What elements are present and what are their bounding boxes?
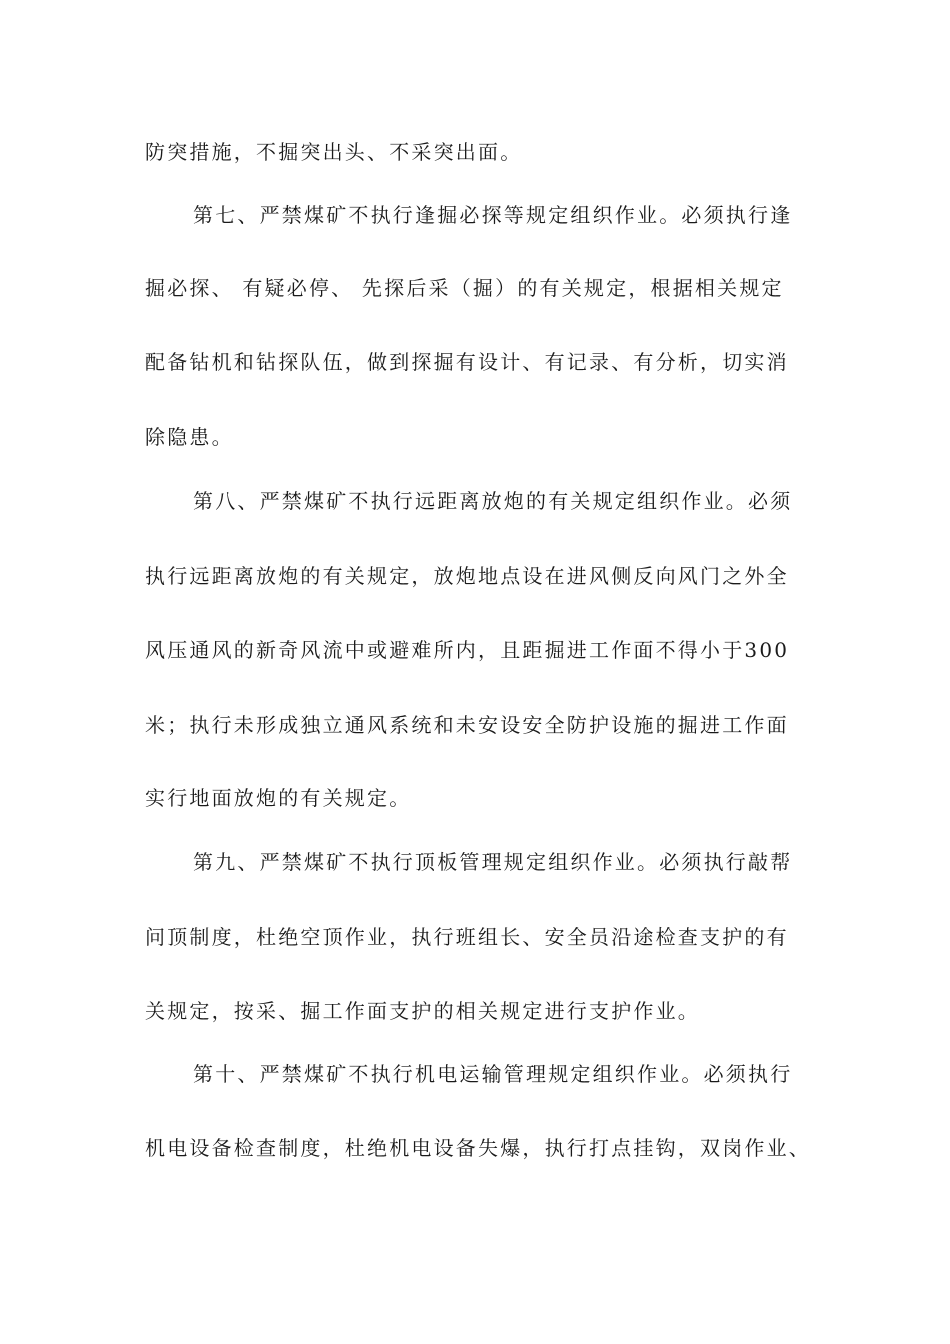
paragraph-line: 机电设备检查制度，杜绝机电设备失爆，执行打点挂钩，双岗作业、: [145, 1136, 811, 1160]
paragraph-line: 第八、严禁煤矿不执行远距离放炮的有关规定组织作业。必须: [193, 489, 793, 513]
paragraph-line: 问顶制度，杜绝空顶作业，执行班组长、安全员沿途检查支护的有: [145, 925, 789, 949]
paragraph-line: 第九、严禁煤矿不执行顶板管理规定组织作业。必须执行敲帮: [193, 850, 793, 874]
paragraph-line: 米；执行未形成独立通风系统和未安设安全防护设施的掘进工作面: [145, 713, 789, 737]
paragraph-line: 实行地面放炮的有关规定。: [145, 786, 412, 810]
paragraph-line: 第七、严禁煤矿不执行逢掘必探等规定组织作业。必须执行逢: [193, 203, 793, 227]
paragraph-line: 第十、严禁煤矿不执行机电运输管理规定组织作业。必须执行: [193, 1062, 793, 1086]
paragraph-line: 关规定，按采、掘工作面支护的相关规定进行支护作业。: [145, 999, 700, 1023]
paragraph-line: 除隐患。: [145, 425, 234, 449]
paragraph-line: 防突措施，不掘突出头、不采突出面。: [145, 140, 523, 164]
paragraph-line: 风压通风的新奇风流中或避难所内，且距掘进工作面不得小于300: [145, 638, 790, 662]
paragraph-line: 掘必探、 有疑必停、 先探后采（掘）的有关规定，根据相关规定: [145, 276, 784, 300]
paragraph-line: 执行远距离放炮的有关规定，放炮地点设在进风侧反向风门之外全: [145, 564, 789, 588]
paragraph-line: 配备钻机和钻探队伍，做到探掘有设计、有记录、有分析，切实消: [145, 350, 789, 374]
